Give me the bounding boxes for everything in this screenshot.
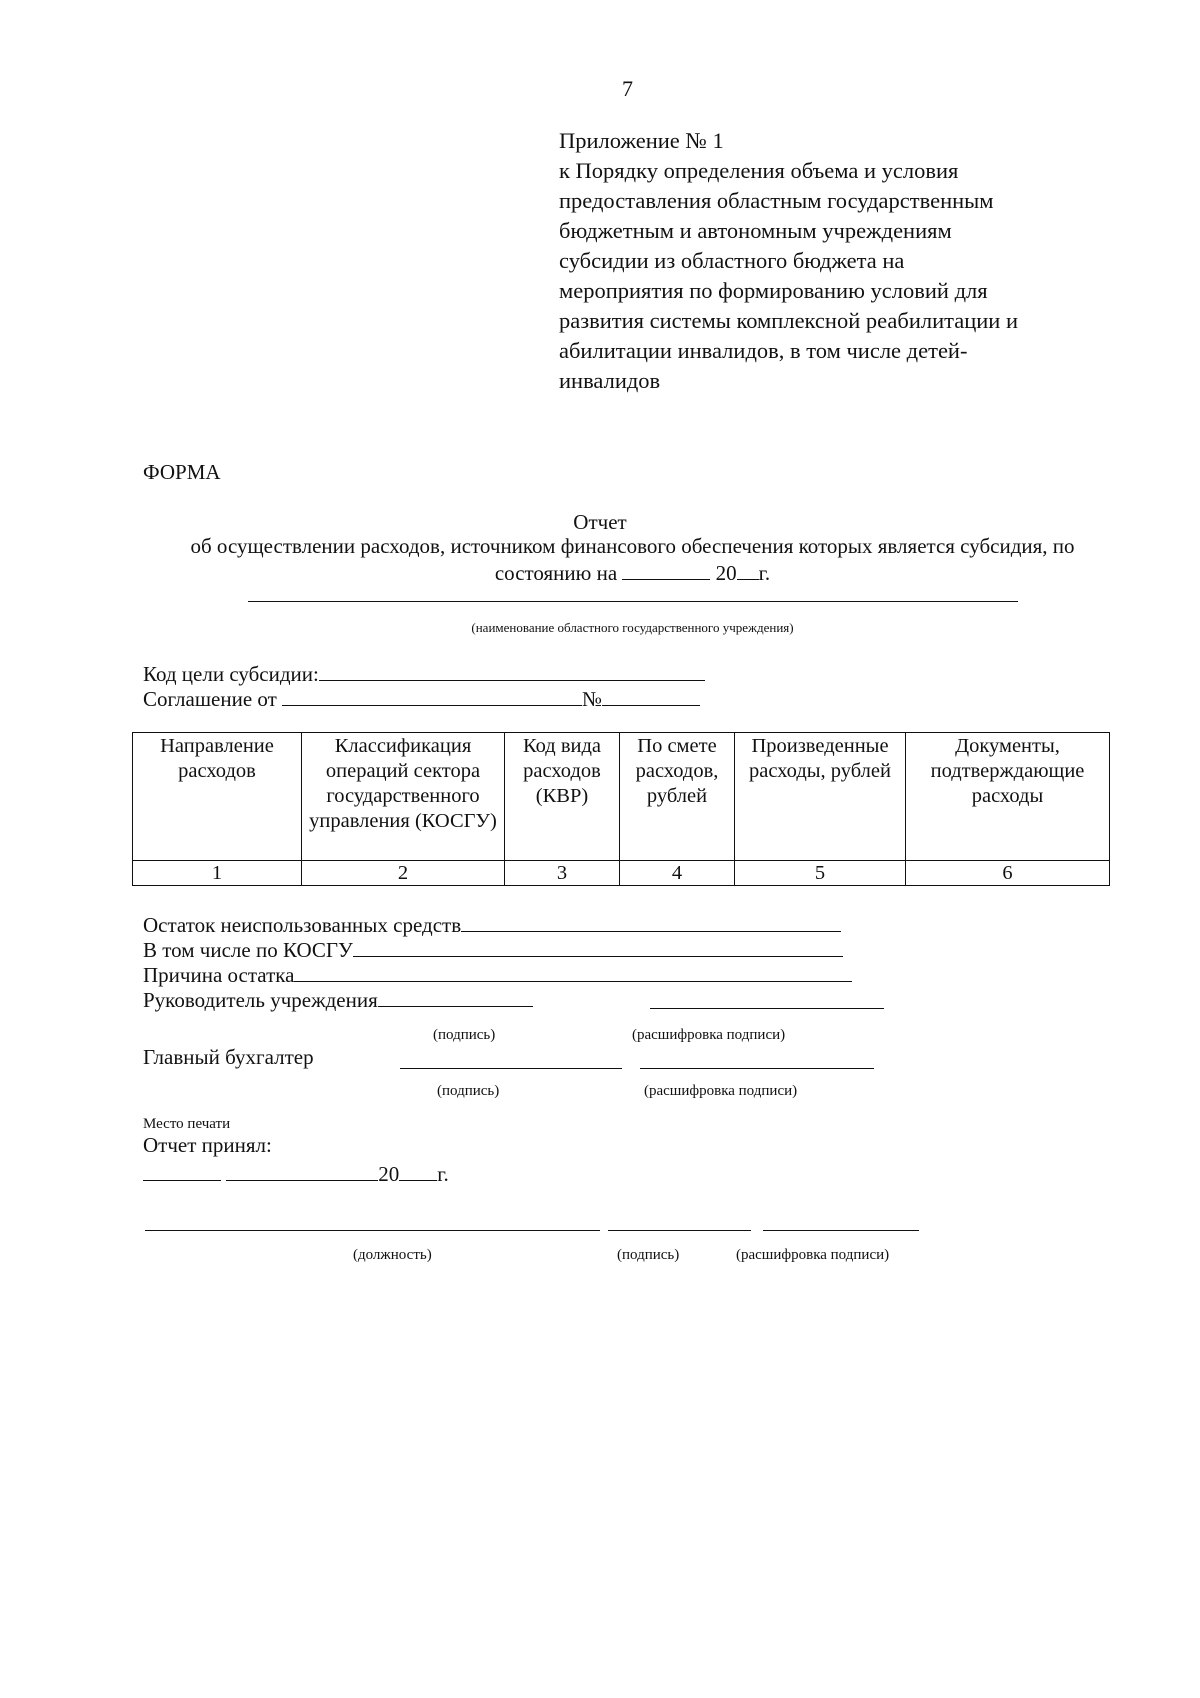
appendix-line: инвалидов	[559, 368, 661, 393]
report-date-suffix: г.	[758, 561, 771, 585]
remainder-row	[143, 911, 841, 938]
signature-line[interactable]	[608, 1230, 751, 1231]
accountant-signature-line[interactable]	[400, 1068, 622, 1069]
appendix-line: мероприятия по формированию условий для	[559, 278, 988, 303]
accepted-month-field[interactable]	[226, 1160, 378, 1181]
appendix-block	[559, 126, 1119, 396]
appendix-line: бюджетным и автономным учреждениям	[559, 218, 952, 243]
report-year-blank[interactable]	[737, 559, 759, 580]
appendix-line: развития системы комплексной реабилитации и	[559, 308, 1019, 333]
column-number: 1	[133, 861, 302, 886]
agreement-date-field[interactable]	[282, 685, 582, 706]
kosgu-field[interactable]	[353, 936, 843, 957]
report-date-year: 20	[715, 561, 737, 585]
remainder-label: Остаток неиспользованных средств	[143, 913, 462, 937]
reason-field[interactable]	[294, 961, 852, 982]
subsidy-code-label: Код цели субсидии:	[143, 662, 319, 686]
head-signature-field[interactable]	[378, 986, 533, 1007]
column-number: 2	[302, 861, 505, 886]
table-row	[133, 861, 1110, 886]
subsidy-code-row	[143, 660, 705, 687]
report-title: Отчет	[573, 510, 627, 534]
agreement-label: Соглашение от	[143, 687, 277, 711]
decoding-caption: (расшифровка подписи)	[736, 1247, 890, 1263]
report-date-blank[interactable]	[622, 559, 710, 580]
head-decoding-line[interactable]	[650, 1008, 884, 1009]
page-number: 7	[622, 76, 633, 101]
report-date-line	[0, 559, 1200, 586]
agreement-number-field[interactable]	[602, 685, 700, 706]
appendix-title: Приложение № 1	[559, 128, 724, 153]
signature-caption: (подпись)	[617, 1247, 680, 1263]
header-documents: Документы, подтверждающие расходы	[906, 733, 1110, 861]
accepted-day-field[interactable]	[143, 1160, 221, 1181]
expenses-table	[132, 732, 1110, 886]
remainder-field[interactable]	[461, 911, 841, 932]
header-estimate: По смете расходов, рублей	[620, 733, 735, 861]
column-number: 6	[906, 861, 1110, 886]
head-decoding-caption: (расшифровка подписи)	[632, 1027, 786, 1043]
report-subtitle: об осуществлении расходов, источником финансового обеспечения которых является субсидия, по	[190, 534, 1075, 558]
accountant-signature-caption: (подпись)	[437, 1083, 500, 1099]
appendix-line: к Порядку определения объема и условия	[559, 158, 959, 183]
accepted-label: Отчет принял:	[143, 1133, 272, 1157]
column-number: 5	[735, 861, 906, 886]
kosgu-row	[143, 936, 843, 963]
table-header-row	[133, 733, 1110, 861]
kosgu-label: В том числе по КОСГУ	[143, 938, 353, 962]
accountant-decoding-caption: (расшифровка подписи)	[644, 1083, 798, 1099]
report-date-prefix: состоянию на	[494, 561, 618, 585]
position-line[interactable]	[145, 1230, 600, 1231]
accountant-label: Главный бухгалтер	[143, 1045, 314, 1069]
appendix-line: абилитации инвалидов, в том числе детей-	[559, 338, 968, 363]
header-kosgu: Классификация операций сектора государственного управления (КОСГУ)	[302, 733, 505, 861]
header-expense-direction: Направление расходов	[133, 733, 302, 861]
appendix-line: предоставления областным государственным	[559, 188, 994, 213]
head-row	[143, 986, 533, 1013]
accepted-year-prefix: 20	[378, 1162, 400, 1186]
subsidy-code-field[interactable]	[319, 660, 705, 681]
accepted-year-suffix: г.	[437, 1162, 449, 1186]
column-number: 4	[620, 861, 735, 886]
header-kvr: Код вида расходов (КВР)	[505, 733, 620, 861]
head-signature-caption: (подпись)	[433, 1027, 496, 1043]
reason-label: Причина остатка	[143, 963, 295, 987]
header-actual-expenses: Произведенные расходы, рублей	[735, 733, 906, 861]
institution-name-line[interactable]	[248, 601, 1018, 602]
accepted-year-field[interactable]	[399, 1160, 437, 1181]
column-number: 3	[505, 861, 620, 886]
institution-caption: (наименование областного государственного учреждения)	[471, 620, 794, 635]
accountant-decoding-line[interactable]	[640, 1068, 874, 1069]
agreement-number-label: №	[582, 687, 603, 711]
stamp-place: Место печати	[143, 1116, 231, 1132]
form-label: ФОРМА	[143, 460, 221, 484]
agreement-row	[143, 685, 700, 712]
accepted-date-row	[143, 1160, 449, 1187]
decoding-line[interactable]	[763, 1230, 919, 1231]
reason-row	[143, 961, 852, 988]
position-caption: (должность)	[353, 1247, 432, 1263]
appendix-line: субсидии из областного бюджета на	[559, 248, 905, 273]
head-label: Руководитель учреждения	[143, 988, 378, 1012]
